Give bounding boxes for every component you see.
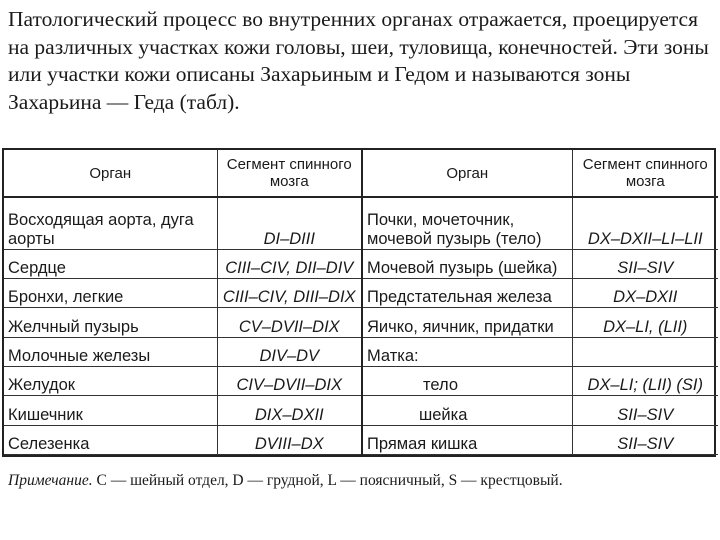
header-organ-left: Орган xyxy=(4,150,217,197)
table-note xyxy=(8,470,708,491)
table-header-row xyxy=(4,150,718,197)
organ-left-cell: Желудок xyxy=(4,366,217,395)
table xyxy=(4,150,718,455)
organ-left-cell: Восходящая аорта, дуга аорты xyxy=(4,197,217,249)
organ-right-cell: тело xyxy=(362,366,572,395)
organ-right-cell: Яичко, яичник, придатки xyxy=(362,308,572,337)
intro-paragraph: Патологический процесс во внутренних органах отражается, проецируется на различных участках кожи головы, шеи, туловища, конечностей. Эти зоны или участки кожи описаны Захарьиным и Гедом и называются зоны Захарьина — Геда (табл). xyxy=(8,7,709,114)
segment-left-cell: DI–DIII xyxy=(217,197,362,249)
segment-left-cell: CIII–CIV, DIII–DIX xyxy=(217,278,362,307)
segment-right-cell: DX–DXII xyxy=(572,278,718,307)
table-row xyxy=(4,197,718,249)
segment-right-cell: DX–LI, (LII) xyxy=(572,308,718,337)
organ-left-cell: Сердце xyxy=(4,249,217,278)
table-row xyxy=(4,249,718,278)
organ-right-cell: Мочевой пузырь (шейка) xyxy=(362,249,572,278)
note-label: Примечание. xyxy=(8,472,93,489)
segment-right-cell: SII–SIV xyxy=(572,249,718,278)
organ-left-cell: Молочные железы xyxy=(4,337,217,366)
header-segment-left: Сегмент спинного мозга xyxy=(217,150,362,197)
table-row xyxy=(4,278,718,307)
segment-right-cell: DX–DXII–LI–LII xyxy=(572,197,718,249)
organ-right-cell: шейка xyxy=(362,396,572,425)
segment-left-cell: CV–DVII–DIX xyxy=(217,308,362,337)
organ-left-cell: Кишечник xyxy=(4,396,217,425)
header-organ-right: Орган xyxy=(362,150,572,197)
segment-left-cell: DVIII–DX xyxy=(217,425,362,454)
table-row xyxy=(4,396,718,425)
organ-left-cell: Селезенка xyxy=(4,425,217,454)
table-row xyxy=(4,337,718,366)
organ-right-cell: Предстательная железа xyxy=(362,278,572,307)
organ-left-cell: Бронхи, легкие xyxy=(4,278,217,307)
segment-right-cell xyxy=(572,337,718,366)
table-row xyxy=(4,425,718,454)
segment-left-cell: DIX–DXII xyxy=(217,396,362,425)
segment-left-cell: CIV–DVII–DIX xyxy=(217,366,362,395)
segment-right-cell: SII–SIV xyxy=(572,396,718,425)
organ-right-cell: Почки, мочеточник, мочевой пузырь (тело) xyxy=(362,197,572,249)
organ-left-cell: Желчный пузырь xyxy=(4,308,217,337)
organ-right-cell: Матка: xyxy=(362,337,572,366)
table-row xyxy=(4,366,718,395)
segment-left-cell: DIV–DV xyxy=(217,337,362,366)
zakharyin-head-zones-table xyxy=(2,148,716,457)
segment-right-cell: DX–LI; (LII) (SI) xyxy=(572,366,718,395)
segment-left-cell: CIII–CIV, DII–DIV xyxy=(217,249,362,278)
note-text: C — шейный отдел, D — грудной, L — поясничный, S — крестцовый. xyxy=(92,472,563,489)
table-row xyxy=(4,308,718,337)
segment-right-cell: SII–SIV xyxy=(572,425,718,454)
header-segment-right: Сегмент спинного мозга xyxy=(572,150,718,197)
organ-right-cell: Прямая кишка xyxy=(362,425,572,454)
